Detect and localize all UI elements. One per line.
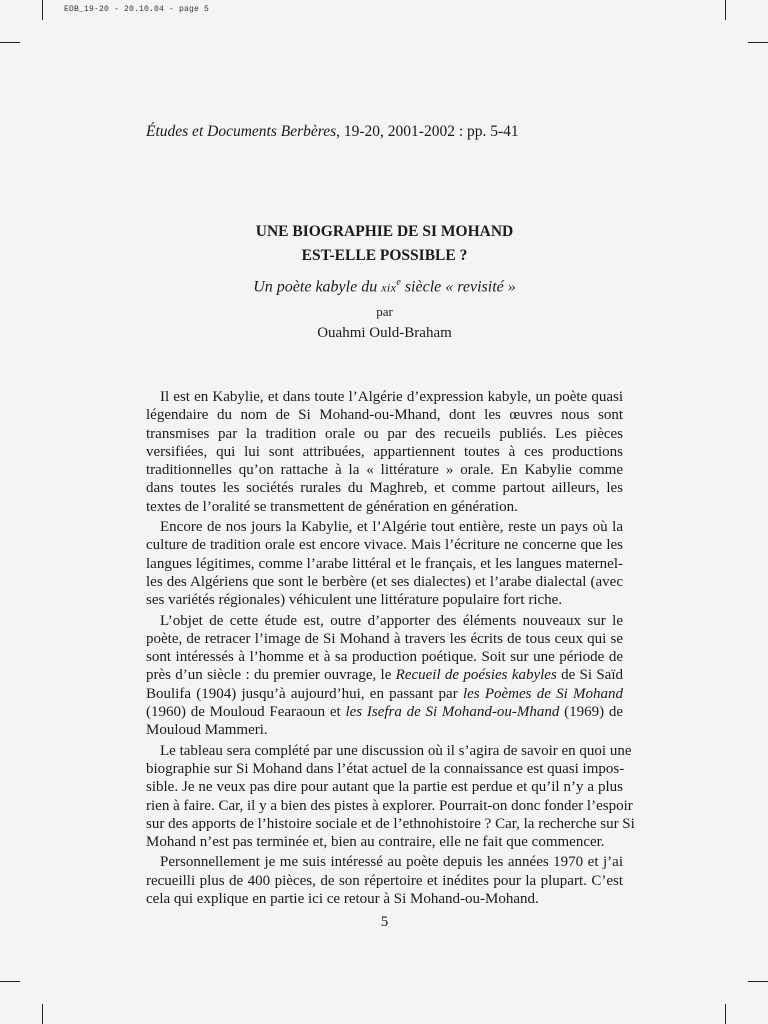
text-line: sont intéressés à l’homme et à sa production poétique. Soit sur une période de [146, 649, 623, 666]
text-line: légendaire du nom de Si Mohand-ou-Mhand, dont les œuvres nous sont [146, 407, 623, 424]
text-line [146, 685, 623, 703]
crop-mark-top-right-v [725, 0, 726, 20]
text-line: textes de l’oralité se transmettent de génération en génération. [146, 498, 518, 515]
author-name: Ouahmi Ould-Braham [317, 325, 452, 341]
paragraph-4 [146, 742, 635, 852]
paragraph-2 [146, 518, 623, 609]
text-line: Mohand n’est pas terminée et, bien au contraire, elle ne fait que commencer. [146, 834, 605, 851]
subtitle-after: siècle « revisité » [400, 278, 516, 296]
book-title-isefra: les Isefra de Si Mohand-ou-Mhand [345, 704, 560, 721]
text-line: versifiées, qui lui sont attribuées, appartiennent toutes à ces productions [146, 443, 623, 460]
crop-mark-top-left-v [42, 0, 43, 20]
crop-mark-bottom-right-v [725, 1004, 726, 1024]
text-line: biographie sur Si Mohand dans l’état actuel de la connaissance est quasi impos- [146, 760, 625, 777]
article-title-line-1: UNE BIOGRAPHIE DE SI MOHAND [255, 223, 514, 240]
text-line [146, 703, 623, 721]
text-line: ses variétés régionales) véhiculent une littérature populaire fort riche. [146, 592, 563, 609]
article-subtitle [146, 272, 623, 298]
text-run: de Si Saïd [556, 667, 624, 684]
subtitle-century: xix [381, 280, 397, 295]
article-title-line-2: EST-ELLE POSSIBLE ? [301, 247, 468, 264]
paragraph-5 [146, 853, 623, 908]
text-line: traditionnelles qu’on rattache à la « littérature » orale. En Kabylie comme [146, 462, 623, 479]
text-run: près d’un siècle : du premier ouvrage, le [146, 667, 396, 684]
text-run: (1969) de [559, 704, 623, 721]
crop-mark-top-left-h [0, 42, 20, 43]
text-line: Il est en Kabylie, et dans toute l’Algérie d’expression kabyle, un poète quasi [160, 389, 623, 405]
text-line: cela qui explique en partie ici ce retour à Si Mohand-ou-Mohand. [146, 891, 539, 908]
page-number: 5 [380, 914, 389, 930]
text-line: transmises par la tradition orale ou par des recueils publiés. Les pièces [146, 425, 623, 442]
text-line: Mouloud Mammeri. [146, 722, 268, 739]
text-line: Personnellement je me suis intéressé au poète depuis les années 1970 et j’ai [160, 854, 623, 871]
crop-mark-top-right-h [748, 42, 768, 43]
print-slug: EDB_19-20 - 20.10.04 - page 5 [64, 5, 210, 14]
subtitle-before: Un poète kabyle du [253, 278, 382, 296]
paragraph-3 [146, 612, 623, 740]
crop-mark-bottom-right-h [748, 981, 768, 982]
byline-par: par [376, 304, 393, 319]
text-run: (1960) de Mouloud Fearaoun et [146, 704, 346, 721]
paragraph-1 [146, 388, 623, 516]
book-title-recueil: Recueil de poésies kabyles [395, 667, 557, 684]
text-line: langues légitimes, comme l’arabe littéral et le français, et les langues maternel- [146, 555, 623, 572]
crop-mark-bottom-left-v [42, 1004, 43, 1024]
journal-name: Études et Documents Berbères [146, 123, 337, 140]
text-run: Boulifa (1904) jusqu’à aujourd’hui, en passant par [146, 685, 463, 702]
subtitle-sup: e [396, 277, 401, 288]
book-title-poemes: les Poèmes de Si Mohand [462, 685, 623, 702]
text-line: sible. Je ne veux pas dire pour autant que la partie est perdue et qu’il n’y a plus [146, 779, 623, 796]
text-line: recueilli plus de 400 pièces, de son répertoire et inédites pour la plupart. C’est [146, 872, 623, 889]
article-body [146, 388, 635, 910]
text-line: rien à faire. Car, il y a bien des pistes à explorer. Pourrait-on donc fonder l’espoir [146, 797, 633, 814]
text-line: poète, de retracer l’image de Si Mohand à travers les écrits de tous ceux qui se [146, 630, 623, 647]
text-line: dans toutes les sociétés rurales du Maghreb, et comme partout ailleurs, les [146, 480, 623, 497]
text-line: culture de tradition orale est encore vivace. Mais l’écriture ne concerne que les [146, 537, 623, 554]
text-line: Le tableau sera complété par une discussion où il s’agira de savoir en quoi une [160, 742, 632, 759]
text-line [146, 666, 623, 684]
crop-mark-bottom-left-h [0, 981, 20, 982]
text-line: Encore de nos jours la Kabylie, et l’Algérie tout entière, reste un pays où la [160, 519, 623, 536]
journal-details: , 19-20, 2001-2002 : pp. 5-41 [336, 123, 519, 140]
text-line: sur des apports de l’histoire sociale et de l’ethnohistoire ? Car, la recherche sur Si [146, 815, 635, 832]
text-line: les des Algériens que sont le berbère (et ses dialectes) et l’arabe dialectal (avec [146, 573, 623, 590]
text-line: L’objet de cette étude est, outre d’apporter des éléments nouveaux sur le [160, 612, 623, 629]
journal-citation [146, 122, 636, 142]
